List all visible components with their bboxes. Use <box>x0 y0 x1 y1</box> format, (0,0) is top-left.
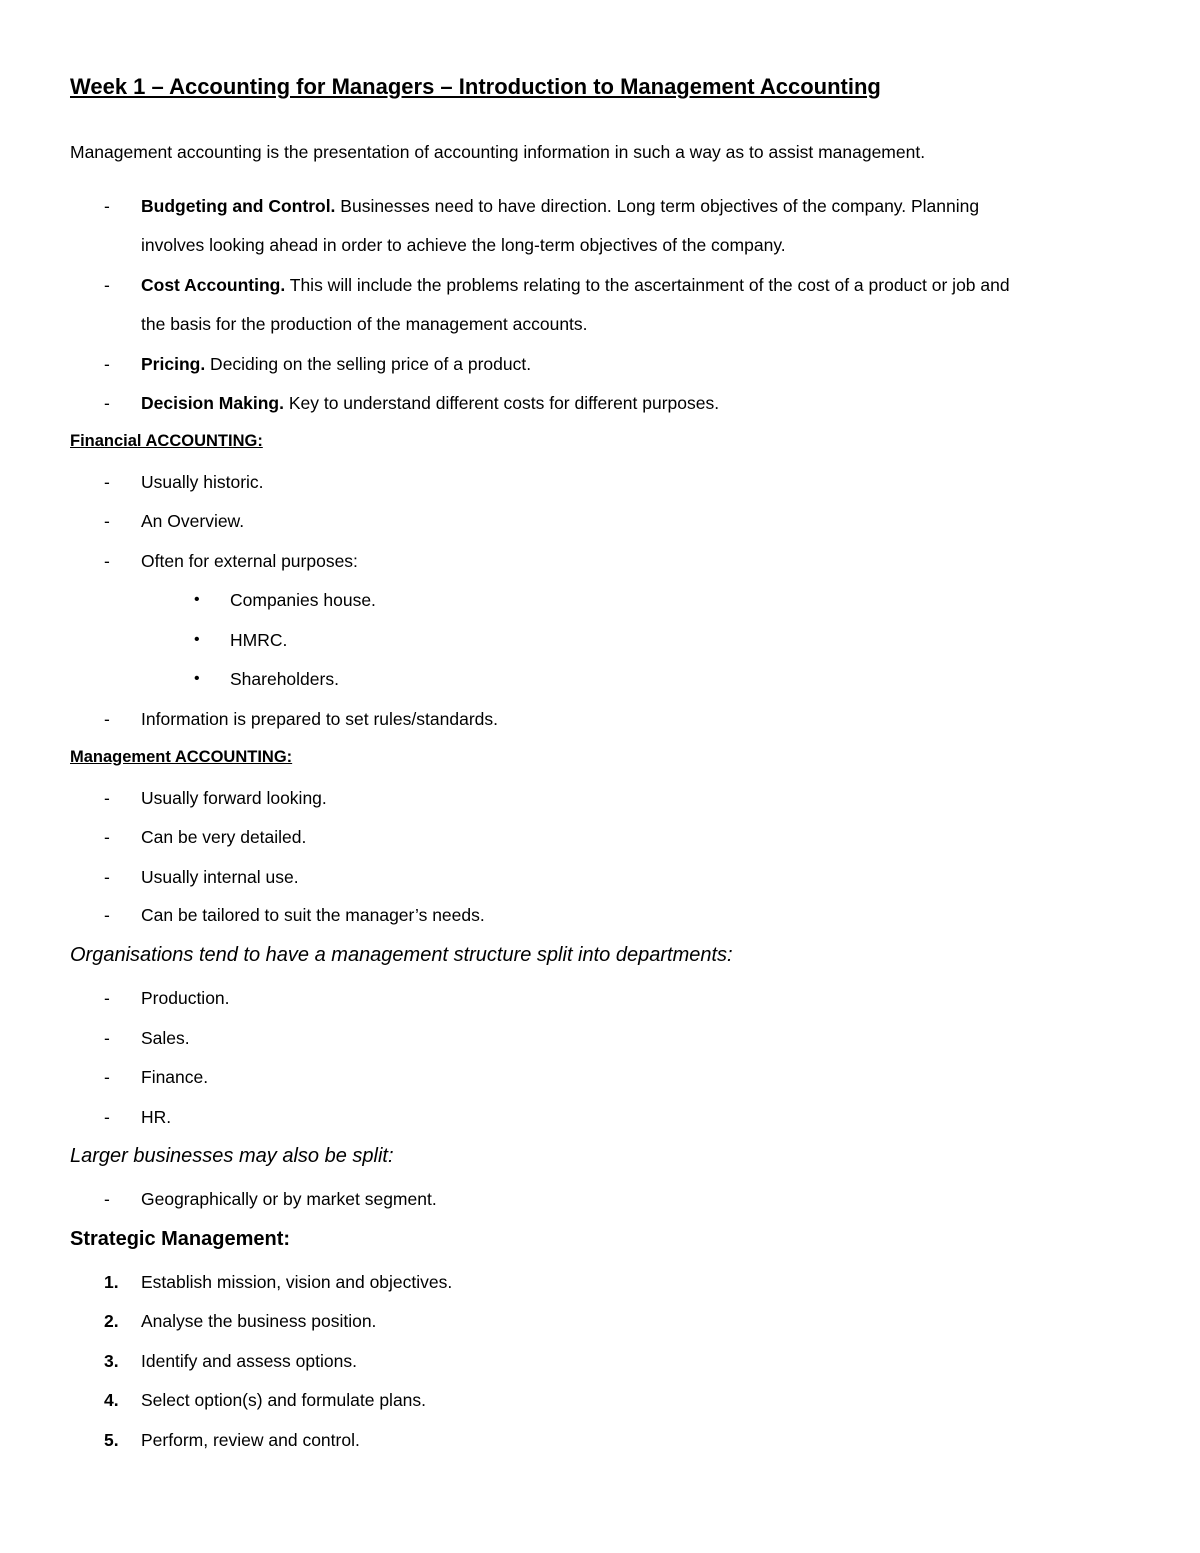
item-number: 3. <box>104 1351 119 1371</box>
list-item <box>70 778 1140 818</box>
dash-marker: - <box>104 1028 110 1048</box>
item-text: Select option(s) and formulate plans. <box>141 1390 427 1410</box>
departments-heading: Organisations tend to have a management structure split into departments: <box>70 944 733 966</box>
item-text: Information is prepared to set rules/standards. <box>141 709 498 729</box>
item-text: Usually internal use. <box>141 867 299 887</box>
dash-marker: - <box>104 988 110 1008</box>
dash-marker: - <box>104 196 110 216</box>
management-heading: Management ACCOUNTING: <box>70 748 293 766</box>
item-text: Businesses need to have direction. Long term objectives of the company. Planning <box>335 196 980 216</box>
list-item-continuation <box>70 304 1140 344</box>
item-text: An Overview. <box>141 511 245 531</box>
larger-heading: Larger businesses may also be split: <box>70 1145 394 1167</box>
sub-list-item <box>70 620 1140 660</box>
list-item <box>70 383 1140 423</box>
item-text: Usually historic. <box>141 472 264 492</box>
financial-heading: Financial ACCOUNTING: <box>70 432 263 450</box>
dash-marker: - <box>104 472 110 492</box>
numbered-item <box>70 1420 1140 1460</box>
dash-marker: - <box>104 827 110 847</box>
item-text: Deciding on the selling price of a product. <box>205 354 532 374</box>
list-item <box>70 1057 1140 1097</box>
list-item <box>70 1097 1140 1137</box>
term-label: Cost Accounting. <box>141 275 286 295</box>
bullet-marker: • <box>194 591 200 608</box>
list-item <box>70 344 1140 384</box>
item-text: Can be tailored to suit the manager’s needs. <box>141 905 485 925</box>
dash-marker: - <box>104 867 110 887</box>
list-item <box>70 1179 1140 1219</box>
list-item <box>70 895 1140 935</box>
item-number: 2. <box>104 1311 119 1331</box>
term-label: Decision Making. <box>141 393 284 413</box>
item-text: HR. <box>141 1107 172 1127</box>
strategic-heading: Strategic Management: <box>70 1228 291 1250</box>
dash-marker: - <box>104 905 110 925</box>
item-number: 1. <box>104 1272 119 1292</box>
item-text: Finance. <box>141 1067 209 1087</box>
list-item <box>70 541 1140 581</box>
bullet-marker: • <box>194 631 200 648</box>
item-text: Geographically or by market segment. <box>141 1189 437 1209</box>
item-text: involves looking ahead in order to achieve the long-term objectives of the company. <box>141 235 786 255</box>
term-label: Budgeting and Control. <box>141 196 336 216</box>
sub-list-item <box>70 580 1140 620</box>
list-item <box>70 462 1140 502</box>
dash-marker: - <box>104 275 110 295</box>
dash-marker: - <box>104 709 110 729</box>
list-item <box>70 501 1140 541</box>
item-text: the basis for the production of the management accounts. <box>141 314 588 334</box>
list-item-continuation <box>70 225 1140 265</box>
dash-marker: - <box>104 354 110 374</box>
dash-marker: - <box>104 1189 110 1209</box>
page-title: Week 1 – Accounting for Managers – Introduction to Management Accounting <box>70 74 881 99</box>
numbered-item <box>70 1301 1140 1341</box>
intro-paragraph: Management accounting is the presentation of accounting information in such a way as to assist management. <box>70 142 926 162</box>
item-text: Analyse the business position. <box>141 1311 377 1331</box>
item-text: Establish mission, vision and objectives. <box>141 1272 453 1292</box>
numbered-item <box>70 1262 1140 1302</box>
item-text: Perform, review and control. <box>141 1430 360 1450</box>
dash-marker: - <box>104 1107 110 1127</box>
item-text: Production. <box>141 988 230 1008</box>
item-text: Sales. <box>141 1028 190 1048</box>
item-text: Can be very detailed. <box>141 827 307 847</box>
sub-list-item <box>70 659 1140 699</box>
list-item <box>70 817 1140 857</box>
dash-marker: - <box>104 551 110 571</box>
item-text: Identify and assess options. <box>141 1351 357 1371</box>
list-item <box>70 265 1140 305</box>
item-text: This will include the problems relating to the ascertainment of the cost of a product or job and <box>285 275 1010 295</box>
item-text: Key to understand different costs for different purposes. <box>283 393 720 413</box>
item-number: 4. <box>104 1390 119 1410</box>
item-text: HMRC. <box>230 630 288 650</box>
dash-marker: - <box>104 511 110 531</box>
dash-marker: - <box>104 393 110 413</box>
list-item <box>70 699 1140 739</box>
item-number: 5. <box>104 1430 119 1450</box>
term-label: Pricing. <box>141 354 206 374</box>
item-text: Shareholders. <box>230 669 339 689</box>
numbered-item <box>70 1380 1140 1420</box>
list-item <box>70 978 1140 1018</box>
dash-marker: - <box>104 788 110 808</box>
list-item <box>70 1018 1140 1058</box>
bullet-marker: • <box>194 670 200 687</box>
list-item <box>70 186 1140 226</box>
item-text: Often for external purposes: <box>141 551 358 571</box>
item-text: Usually forward looking. <box>141 788 327 808</box>
numbered-item <box>70 1341 1140 1381</box>
dash-marker: - <box>104 1067 110 1087</box>
item-text: Companies house. <box>230 590 376 610</box>
list-item <box>70 857 1140 897</box>
